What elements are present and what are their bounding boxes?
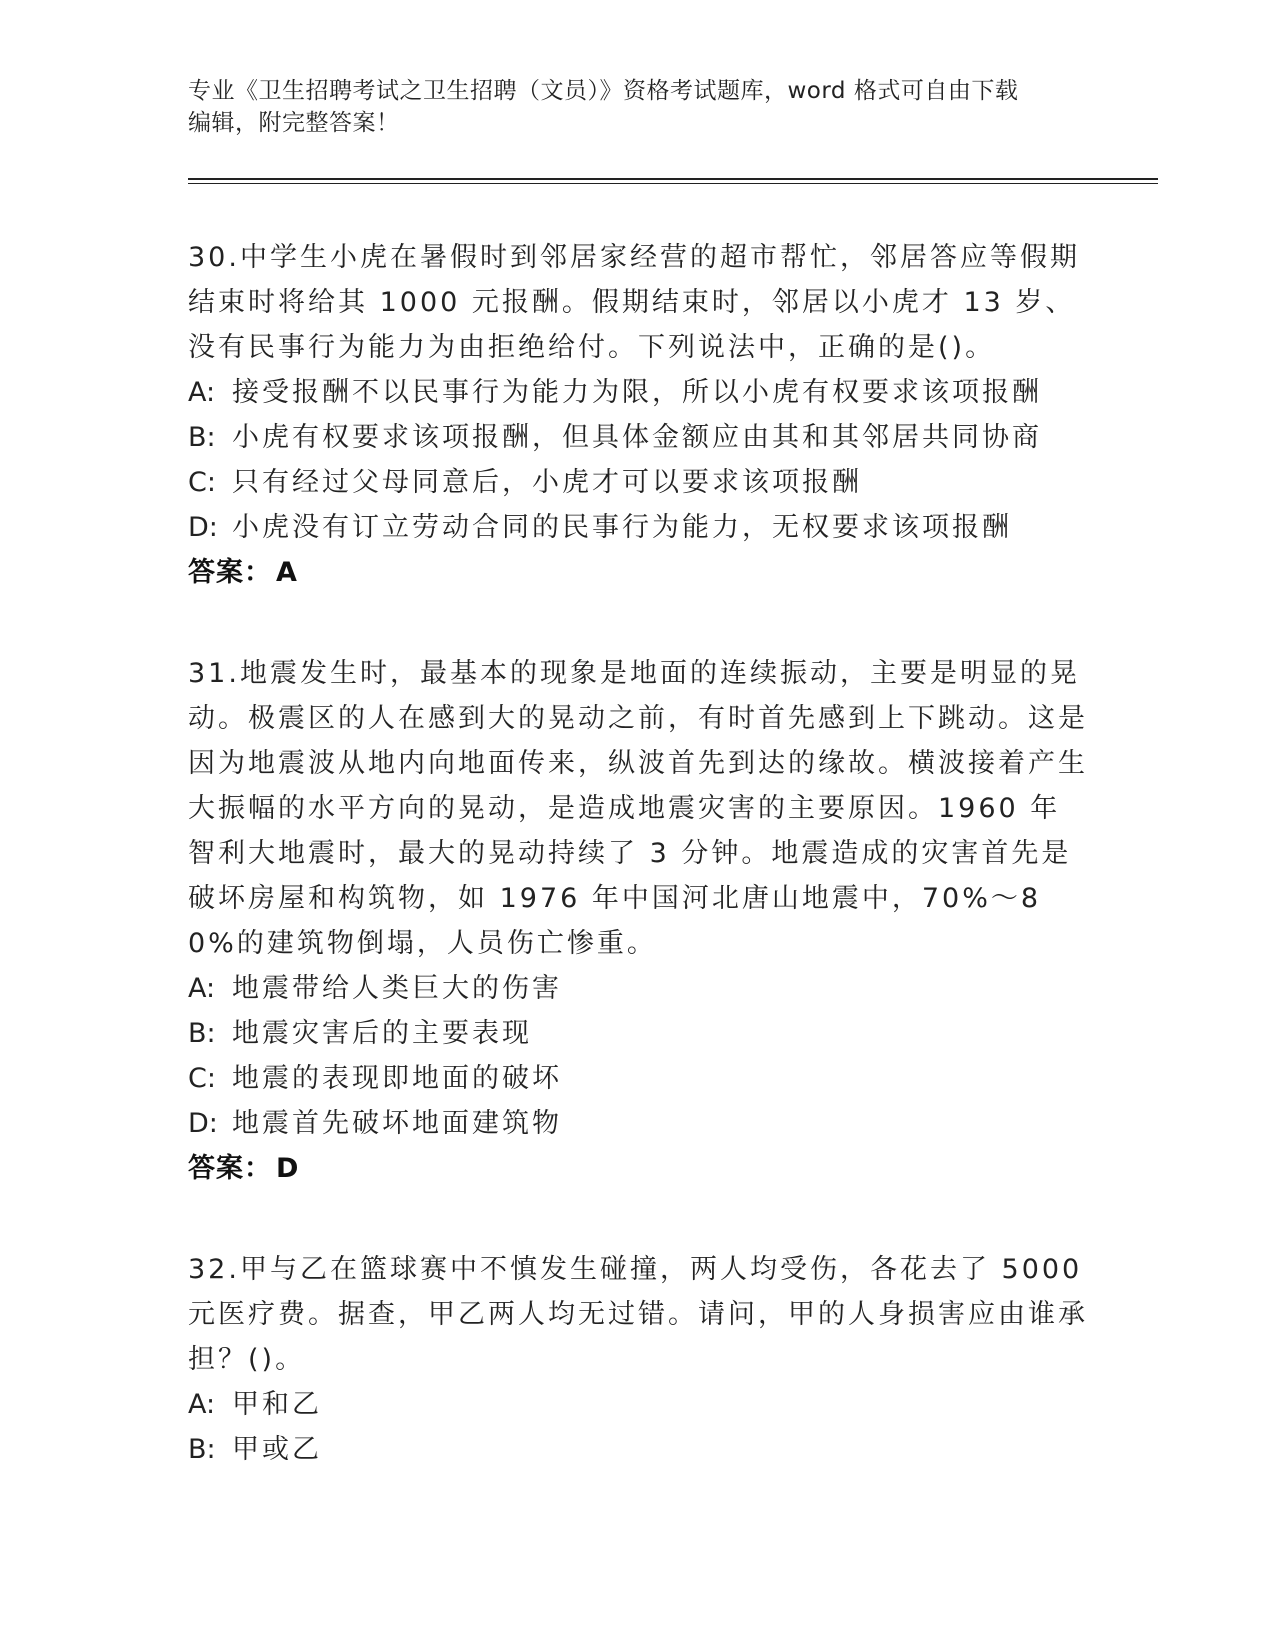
option-d <box>188 1101 1088 1146</box>
header-divider-thin <box>188 183 1158 184</box>
option-key: C: <box>188 1063 216 1094</box>
option-text: 甲和乙 <box>232 1389 322 1420</box>
answer-value: D <box>276 1153 300 1184</box>
answer-line <box>188 550 1088 595</box>
option-b <box>188 1427 1088 1472</box>
option-key: A: <box>188 377 216 408</box>
option-text: 地震的表现即地面的破坏 <box>232 1063 562 1094</box>
option-key: A: <box>188 973 216 1004</box>
header-line-1: 专业《卫生招聘考试之卫生招聘（文员）》资格考试题库，word 格式可自由下载 <box>188 78 1019 104</box>
option-b <box>188 1011 1088 1056</box>
answer-value: A <box>276 557 298 588</box>
option-text: 小虎没有订立劳动合同的民事行为能力，无权要求该项报酬 <box>232 512 1012 543</box>
option-text: 只有经过父母同意后，小虎才可以要求该项报酬 <box>232 467 862 498</box>
question-32 <box>188 1247 1088 1472</box>
document-header <box>188 75 1068 139</box>
option-d <box>188 505 1088 550</box>
option-key: B: <box>188 1018 216 1049</box>
answer-line <box>188 1146 1088 1191</box>
question-30 <box>188 235 1088 595</box>
option-key: B: <box>188 1434 216 1465</box>
option-text: 小虎有权要求该项报酬，但具体金额应由其和其邻居共同协商 <box>232 422 1042 453</box>
answer-label: 答案： <box>188 1153 272 1184</box>
option-c <box>188 1056 1088 1101</box>
option-a <box>188 370 1088 415</box>
answer-label: 答案： <box>188 557 272 588</box>
question-stem: 30.中学生小虎在暑假时到邻居家经营的超市帮忙，邻居答应等假期结束时将给其 1000 元报酬。假期结束时，邻居以小虎才 13 岁、没有民事行为能力为由拒绝给付。下列说法中，正确的是()。 <box>188 242 1080 363</box>
option-key: A: <box>188 1389 216 1420</box>
option-text: 地震首先破坏地面建筑物 <box>232 1108 562 1139</box>
header-divider-thick <box>188 178 1158 180</box>
option-text: 地震灾害后的主要表现 <box>232 1018 532 1049</box>
option-text: 接受报酬不以民事行为能力为限，所以小虎有权要求该项报酬 <box>232 377 1042 408</box>
option-text: 甲或乙 <box>232 1434 322 1465</box>
question-list <box>188 235 1088 1498</box>
question-31 <box>188 651 1088 1191</box>
header-line-2: 编辑，附完整答案！ <box>188 110 400 136</box>
option-key: B: <box>188 422 216 453</box>
option-b <box>188 415 1088 460</box>
option-c <box>188 460 1088 505</box>
question-stem: 32.甲与乙在篮球赛中不慎发生碰撞，两人均受伤，各花去了 5000 元医疗费。据查，甲乙两人均无过错。请问，甲的人身损害应由谁承担？()。 <box>188 1254 1088 1375</box>
option-key: D: <box>188 512 218 543</box>
option-text: 地震带给人类巨大的伤害 <box>232 973 562 1004</box>
option-key: D: <box>188 1108 218 1139</box>
option-a <box>188 966 1088 1011</box>
question-stem: 31.地震发生时，最基本的现象是地面的连续振动，主要是明显的晃动。极震区的人在感到大的晃动之前，有时首先感到上下跳动。这是因为地震波从地内向地面传来，纵波首先到达的缘故。横波接着产生大振幅的水平方向的晃动，是造成地震灾害的主要原因。1960 年智利大地震时，最大的晃动持续了 3 分钟。地震造成的灾害首先是破坏房屋和构筑物，如 1976 年中国河北唐山地震中，70%～80%的建筑物倒塌，人员伤亡惨重。 <box>188 658 1088 959</box>
option-key: C: <box>188 467 216 498</box>
option-a <box>188 1382 1088 1427</box>
